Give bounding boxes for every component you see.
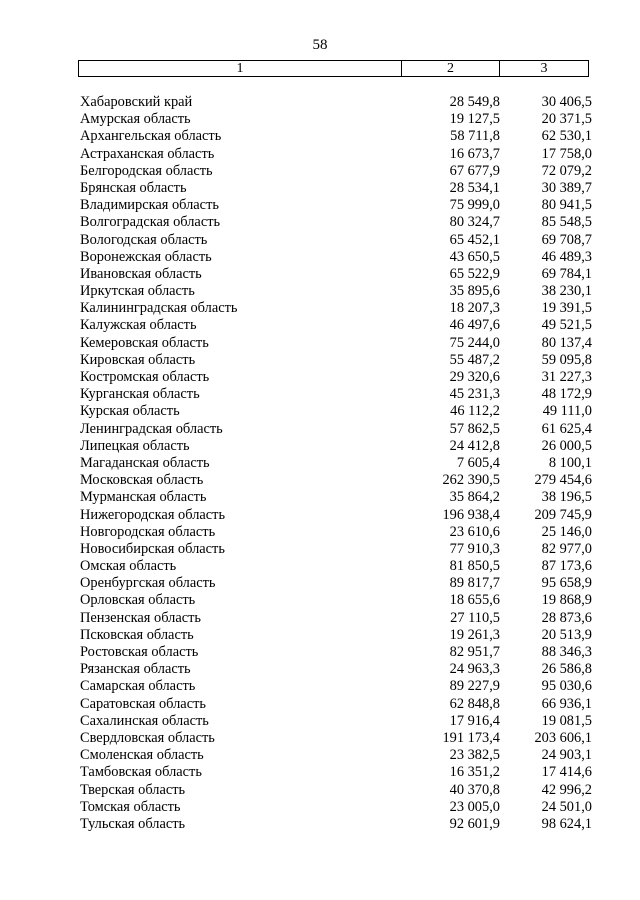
region-name: Костромская область bbox=[80, 369, 210, 385]
table-row bbox=[80, 146, 592, 163]
region-name: Астраханская область bbox=[80, 145, 215, 162]
region-name: Хабаровский край bbox=[80, 94, 193, 110]
table-row bbox=[80, 782, 592, 799]
region-name: Нижегородская область bbox=[80, 506, 226, 523]
table-row bbox=[80, 713, 592, 730]
column-header-2: 2 bbox=[402, 61, 500, 76]
value-col-3: 61 625,4 bbox=[541, 420, 592, 437]
region-name: Новосибирская область bbox=[80, 540, 225, 557]
value-col-2: 19 127,5 bbox=[449, 111, 500, 128]
region-name: Магаданская область bbox=[80, 454, 210, 471]
value-col-3: 20 513,9 bbox=[541, 626, 592, 643]
value-col-3: 49 521,5 bbox=[541, 317, 592, 334]
region-name: Кемеровская область bbox=[80, 334, 209, 351]
region-name: Мурманская область bbox=[80, 489, 207, 506]
table-row bbox=[80, 489, 592, 506]
value-col-2: 19 261,3 bbox=[449, 626, 500, 643]
table-row bbox=[80, 111, 592, 128]
region-name: Самарская область bbox=[80, 678, 196, 695]
value-col-3: 8 100,1 bbox=[548, 454, 592, 471]
region-name: Рязанская область bbox=[80, 661, 191, 678]
value-col-2: 16 673,7 bbox=[449, 145, 500, 162]
value-col-3: 62 530,1 bbox=[541, 128, 592, 145]
value-col-3: 38 196,5 bbox=[541, 489, 592, 506]
value-col-2: 43 650,5 bbox=[449, 248, 500, 265]
table-row bbox=[80, 369, 592, 386]
region-name: Тверская область bbox=[80, 781, 186, 798]
table-row bbox=[80, 232, 592, 249]
region-name: Московская область bbox=[80, 472, 204, 489]
value-col-2: 89 817,7 bbox=[449, 575, 500, 592]
table-row bbox=[80, 730, 592, 747]
table-row bbox=[80, 541, 592, 558]
value-col-3: 19 391,5 bbox=[541, 300, 592, 317]
value-col-2: 40 370,8 bbox=[449, 781, 500, 798]
value-col-2: 80 324,7 bbox=[449, 214, 500, 231]
value-col-2: 67 677,9 bbox=[449, 162, 500, 179]
value-col-3: 26 000,5 bbox=[541, 437, 592, 454]
table-row bbox=[80, 403, 592, 420]
value-col-3: 279 454,6 bbox=[534, 472, 592, 489]
value-col-3: 209 745,9 bbox=[534, 506, 592, 523]
value-col-2: 65 452,1 bbox=[449, 231, 500, 248]
value-col-2: 77 910,3 bbox=[449, 540, 500, 557]
region-name: Орловская область bbox=[80, 592, 196, 609]
value-col-3: 19 081,5 bbox=[541, 712, 592, 729]
table-row bbox=[80, 197, 592, 214]
table-row bbox=[80, 249, 592, 266]
value-col-3: 19 868,9 bbox=[541, 592, 592, 609]
table-row bbox=[80, 524, 592, 541]
table-row bbox=[80, 558, 592, 575]
table-row bbox=[80, 678, 592, 695]
table-row bbox=[80, 386, 592, 403]
table-header bbox=[78, 60, 589, 77]
table-row bbox=[80, 283, 592, 300]
value-col-3: 30 406,5 bbox=[541, 94, 592, 110]
value-col-2: 23 610,6 bbox=[449, 523, 500, 540]
region-name: Кировская область bbox=[80, 351, 196, 368]
region-name: Воронежская область bbox=[80, 248, 212, 265]
value-col-2: 18 207,3 bbox=[449, 300, 500, 317]
region-name: Томская область bbox=[80, 798, 181, 815]
value-col-2: 29 320,6 bbox=[449, 369, 500, 385]
value-col-3: 95 658,9 bbox=[541, 575, 592, 592]
value-col-2: 46 112,2 bbox=[450, 403, 500, 420]
region-name: Вологодская область bbox=[80, 231, 208, 248]
value-col-3: 203 606,1 bbox=[534, 729, 592, 746]
value-col-3: 24 501,0 bbox=[541, 798, 592, 815]
region-name: Курская область bbox=[80, 403, 180, 420]
value-col-2: 65 522,9 bbox=[449, 265, 500, 282]
table-row bbox=[80, 300, 592, 317]
region-name: Омская область bbox=[80, 558, 177, 575]
column-header-1: 1 bbox=[79, 61, 402, 76]
region-name: Сахалинская область bbox=[80, 712, 209, 729]
region-name: Смоленская область bbox=[80, 747, 204, 764]
table-row bbox=[80, 575, 592, 592]
table-row bbox=[80, 627, 592, 644]
region-name: Ростовская область bbox=[80, 644, 199, 660]
value-col-3: 26 586,8 bbox=[541, 661, 592, 678]
value-col-2: 55 487,2 bbox=[449, 351, 500, 368]
value-col-2: 16 351,2 bbox=[449, 764, 500, 781]
value-col-2: 82 951,7 bbox=[449, 644, 500, 660]
value-col-2: 35 895,6 bbox=[449, 283, 500, 300]
table-row bbox=[80, 438, 592, 455]
value-col-2: 75 244,0 bbox=[449, 334, 500, 351]
value-col-3: 24 903,1 bbox=[541, 747, 592, 764]
region-name: Белгородская область bbox=[80, 162, 213, 179]
region-name: Липецкая область bbox=[80, 437, 190, 454]
table-row bbox=[80, 214, 592, 231]
table-row bbox=[80, 455, 592, 472]
value-col-2: 262 390,5 bbox=[442, 472, 500, 489]
region-name: Оренбургская область bbox=[80, 575, 216, 592]
table-row bbox=[80, 128, 592, 145]
value-col-2: 28 549,8 bbox=[449, 94, 500, 110]
region-name: Владимирская область bbox=[80, 197, 219, 214]
region-name: Ленинградская область bbox=[80, 420, 223, 437]
region-name: Иркутская область bbox=[80, 283, 195, 300]
value-col-3: 48 172,9 bbox=[541, 386, 592, 403]
region-name: Курганская область bbox=[80, 386, 200, 403]
region-name: Псковская область bbox=[80, 626, 194, 643]
value-col-2: 75 999,0 bbox=[449, 197, 500, 214]
region-name: Калужская область bbox=[80, 317, 197, 334]
value-col-3: 30 389,7 bbox=[541, 179, 592, 196]
value-col-2: 45 231,3 bbox=[449, 386, 500, 403]
value-col-2: 92 601,9 bbox=[449, 815, 500, 832]
value-col-2: 191 173,4 bbox=[442, 729, 500, 746]
value-col-3: 31 227,3 bbox=[541, 369, 592, 385]
value-col-3: 17 758,0 bbox=[541, 145, 592, 162]
value-col-3: 42 996,2 bbox=[541, 781, 592, 798]
value-col-2: 24 963,3 bbox=[449, 661, 500, 678]
table-row bbox=[80, 352, 592, 369]
table-row bbox=[80, 335, 592, 352]
value-col-2: 18 655,6 bbox=[449, 592, 500, 609]
value-col-3: 49 111,0 bbox=[542, 403, 592, 420]
table-row bbox=[80, 592, 592, 609]
table-row bbox=[80, 747, 592, 764]
value-col-3: 46 489,3 bbox=[541, 248, 592, 265]
table-row bbox=[80, 163, 592, 180]
table-row bbox=[80, 421, 592, 438]
region-name: Свердловская область bbox=[80, 729, 215, 746]
value-col-2: 89 227,9 bbox=[449, 678, 500, 695]
value-col-3: 80 137,4 bbox=[541, 334, 592, 351]
table-row bbox=[80, 317, 592, 334]
table-row bbox=[80, 472, 592, 489]
table-row bbox=[80, 180, 592, 197]
region-name: Новгородская область bbox=[80, 523, 216, 540]
value-col-2: 62 848,8 bbox=[449, 695, 500, 712]
value-col-3: 98 624,1 bbox=[541, 815, 592, 832]
table-row bbox=[80, 764, 592, 781]
region-name: Архангельская область bbox=[80, 128, 222, 145]
value-col-2: 28 534,1 bbox=[449, 179, 500, 196]
value-col-3: 95 030,6 bbox=[541, 678, 592, 695]
value-col-2: 46 497,6 bbox=[449, 317, 500, 334]
value-col-3: 38 230,1 bbox=[541, 283, 592, 300]
region-name: Ивановская область bbox=[80, 265, 202, 282]
table-row bbox=[80, 661, 592, 678]
value-col-3: 28 873,6 bbox=[541, 609, 592, 626]
value-col-2: 17 916,4 bbox=[449, 712, 500, 729]
value-col-2: 23 382,5 bbox=[449, 747, 500, 764]
table-row bbox=[80, 94, 592, 111]
table-row bbox=[80, 816, 592, 833]
page-number: 58 bbox=[312, 37, 328, 53]
value-col-3: 59 095,8 bbox=[541, 351, 592, 368]
region-name: Калининградская область bbox=[80, 300, 238, 317]
value-col-3: 69 784,1 bbox=[541, 265, 592, 282]
value-col-2: 24 412,8 bbox=[449, 437, 500, 454]
value-col-3: 72 079,2 bbox=[541, 162, 592, 179]
value-col-2: 35 864,2 bbox=[449, 489, 500, 506]
region-name: Саратовская область bbox=[80, 695, 206, 712]
value-col-3: 88 346,3 bbox=[541, 644, 592, 660]
region-name: Тульская область bbox=[80, 815, 186, 832]
region-name: Брянская область bbox=[80, 179, 187, 196]
column-header-3: 3 bbox=[540, 61, 548, 76]
value-col-3: 85 548,5 bbox=[541, 214, 592, 231]
region-name: Амурская область bbox=[80, 111, 191, 128]
table-row bbox=[80, 644, 592, 661]
value-col-2: 58 711,8 bbox=[450, 128, 500, 145]
value-col-2: 27 110,5 bbox=[450, 609, 500, 626]
table-row bbox=[80, 266, 592, 283]
value-col-3: 87 173,6 bbox=[541, 558, 592, 575]
value-col-2: 7 605,4 bbox=[456, 454, 500, 471]
value-col-2: 57 862,5 bbox=[449, 420, 500, 437]
value-col-3: 25 146,0 bbox=[541, 523, 592, 540]
value-col-2: 196 938,4 bbox=[442, 506, 500, 523]
value-col-2: 23 005,0 bbox=[449, 798, 500, 815]
region-name: Волгоградская область bbox=[80, 214, 221, 231]
table-row bbox=[80, 610, 592, 627]
value-col-3: 80 941,5 bbox=[541, 197, 592, 214]
table-row bbox=[80, 696, 592, 713]
value-col-3: 66 936,1 bbox=[541, 695, 592, 712]
value-col-3: 82 977,0 bbox=[541, 540, 592, 557]
value-col-2: 81 850,5 bbox=[449, 558, 500, 575]
value-col-3: 17 414,6 bbox=[541, 764, 592, 781]
value-col-3: 20 371,5 bbox=[541, 111, 592, 128]
table-body bbox=[80, 94, 592, 833]
value-col-3: 69 708,7 bbox=[541, 231, 592, 248]
region-name: Тамбовская область bbox=[80, 764, 202, 781]
region-name: Пензенская область bbox=[80, 609, 201, 626]
table-row bbox=[80, 507, 592, 524]
table-row bbox=[80, 799, 592, 816]
